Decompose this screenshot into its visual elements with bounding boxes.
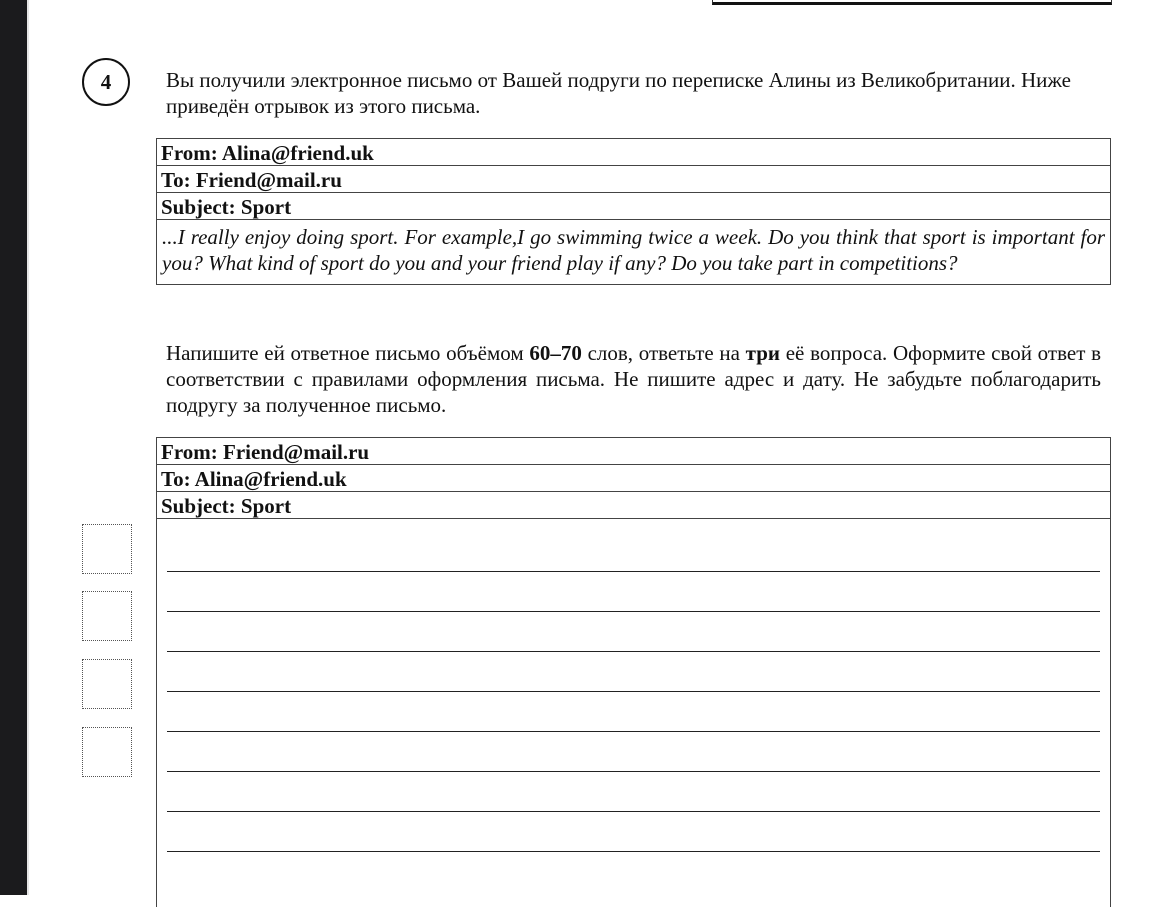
task-number-badge — [82, 58, 130, 106]
incoming-subject: Subject: Sport — [157, 193, 1110, 220]
reply-email-form — [156, 437, 1111, 907]
task-instructions — [166, 340, 1101, 418]
incoming-from: From: Alina@friend.uk — [157, 139, 1110, 166]
instructions-part3: её вопроса. Оформите свой ответ в соответствии с правилами оформления письма. Не пишите адрес и дату. Не забудьте поблагодарить подругу за полученное письмо. — [166, 341, 1101, 417]
answer-line[interactable] — [167, 691, 1100, 692]
task-number: 4 — [100, 69, 112, 94]
answer-line[interactable] — [167, 731, 1100, 732]
answer-line[interactable] — [167, 851, 1100, 852]
incoming-to: To: Friend@mail.ru — [157, 166, 1110, 193]
reply-to: To: Alina@friend.uk — [157, 465, 1110, 492]
answer-line[interactable] — [167, 611, 1100, 612]
task-intro-text: Вы получили электронное письмо от Вашей подруги по переписке Алины из Великобритании. Ниже приведён отрывок из этого письма. — [166, 68, 1071, 118]
incoming-body: ...I really enjoy doing sport. For example,I go swimming twice a week. Do you think that sport is important for you? What kind of sport do you and your friend play if any? Do you take part in competitions? — [162, 225, 1105, 275]
instructions-part1: Напишите ей ответное письмо объёмом — [166, 341, 530, 365]
answer-line[interactable] — [167, 651, 1100, 652]
instructions-part2: слов, ответьте на — [581, 341, 746, 365]
score-box[interactable] — [82, 524, 132, 574]
answer-line[interactable] — [167, 811, 1100, 812]
reply-subject: Subject: Sport — [157, 492, 1110, 519]
score-box[interactable] — [82, 591, 132, 641]
answer-writing-area[interactable] — [157, 519, 1110, 909]
word-count: 60–70 — [529, 341, 582, 365]
score-box[interactable] — [82, 659, 132, 709]
page-edge — [27, 0, 29, 895]
previous-answer-box — [712, 0, 1112, 5]
incoming-email — [156, 138, 1111, 285]
viewer-dark-edge — [0, 0, 27, 895]
reply-from: From: Friend@mail.ru — [157, 438, 1110, 465]
question-count: три — [745, 341, 781, 365]
score-box[interactable] — [82, 727, 132, 777]
answer-line[interactable] — [167, 771, 1100, 772]
answer-line[interactable] — [167, 571, 1100, 572]
